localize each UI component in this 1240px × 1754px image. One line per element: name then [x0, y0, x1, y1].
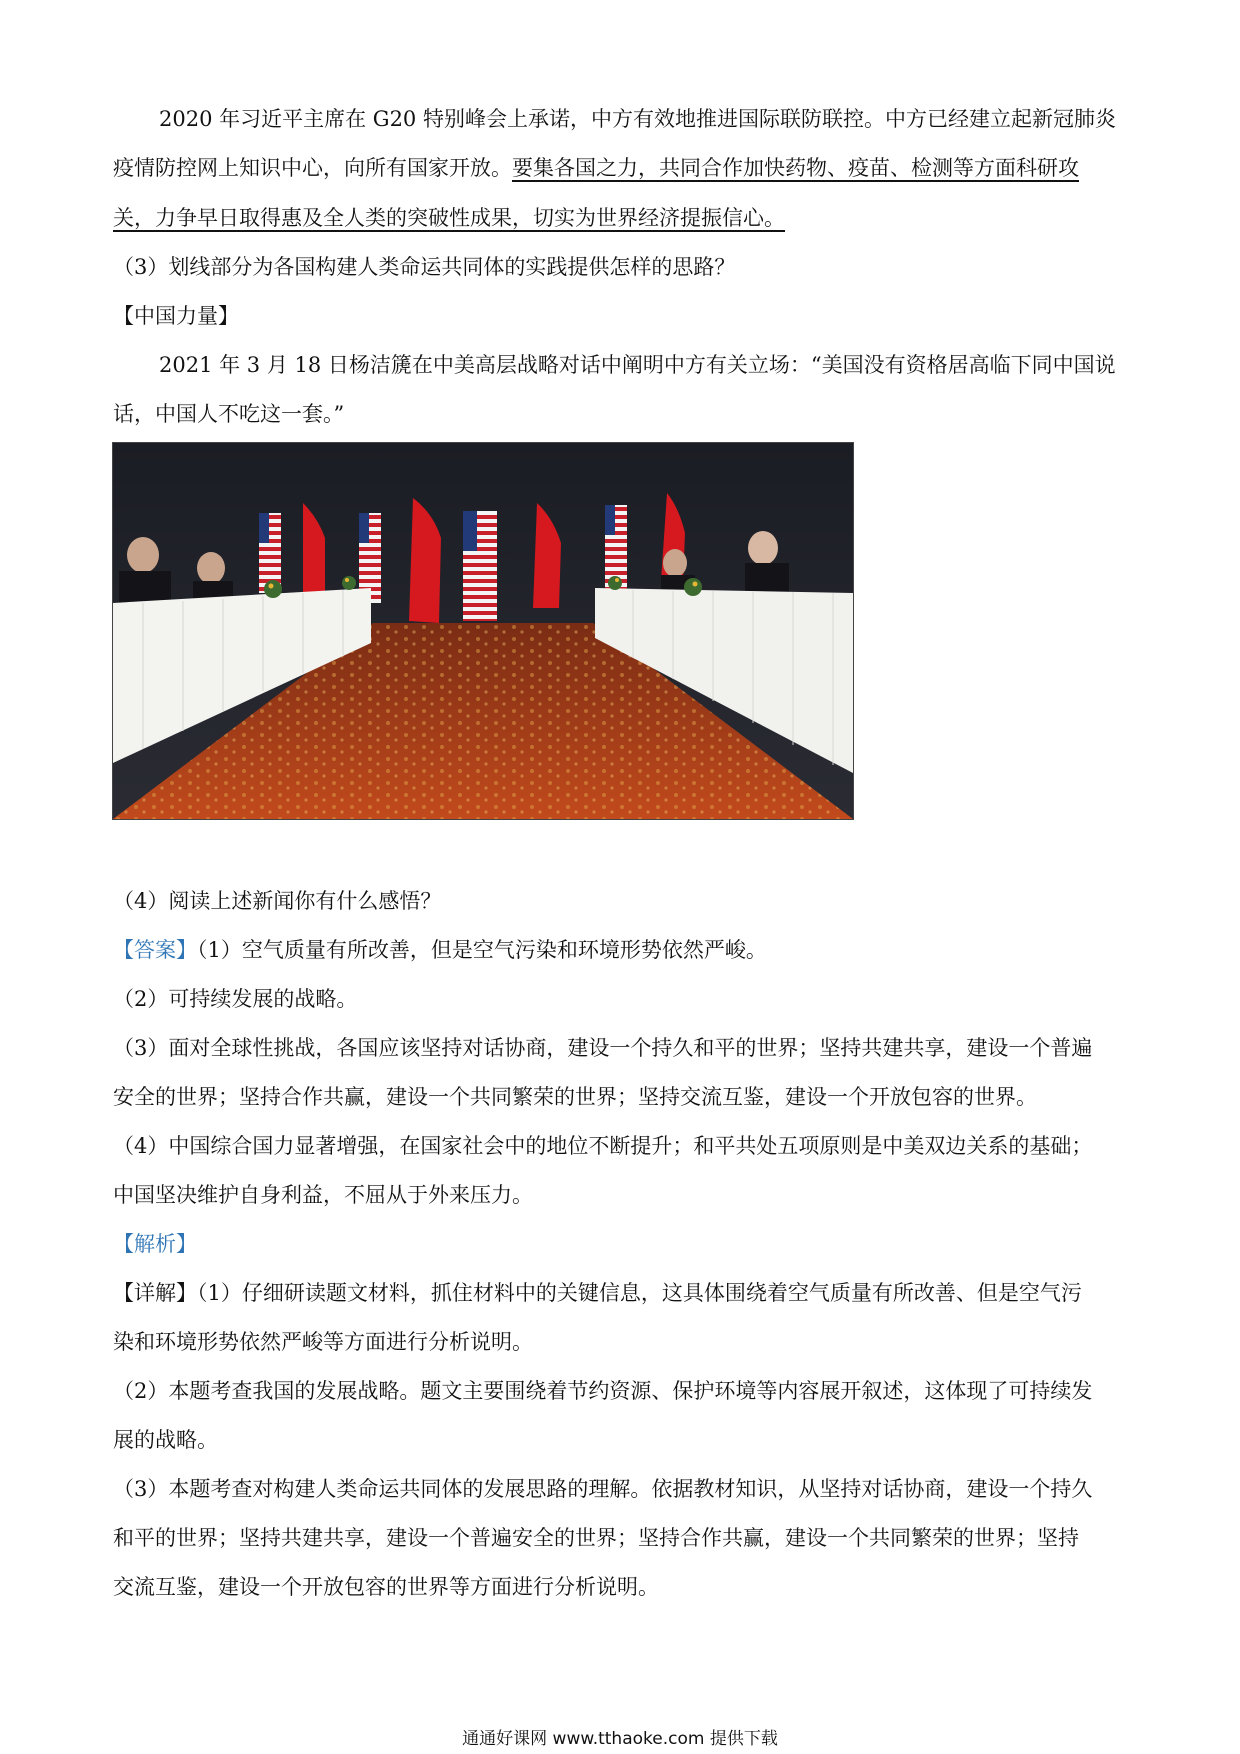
meeting-photo	[112, 442, 854, 820]
detail-line-3c: 交流互鉴，建设一个开放包容的世界等方面进行分析说明。	[113, 1575, 659, 1599]
paragraph-line	[113, 153, 1133, 183]
answer-label: 【答案】	[113, 938, 197, 962]
answer-text: （1）空气质量有所改善，但是空气污染和环境形势依然严峻。	[197, 938, 767, 962]
page-footer: 通通好课网 www.tthaoke.com 提供下载	[462, 1729, 778, 1749]
paragraph-line: 2021 年 3 月 18 日杨洁篪在中美高层战略对话中阐明中方有关立场：“美国没有资格居高临下同中国说	[159, 353, 1116, 377]
underlined-text: 关，力争早日取得惠及全人类的突破性成果，切实为世界经济提振信心。	[113, 206, 785, 230]
detail-line-3b: 和平的世界；坚持共建共享，建设一个普遍安全的世界；坚持合作共赢，建设一个共同繁荣的世界；坚持	[113, 1526, 1079, 1550]
answer-line-4a: （4）中国综合国力显著增强，在国家社会中的地位不断提升；和平共处五项原则是中美双边关系的基础；	[113, 1134, 1093, 1158]
answer-line-4b: 中国坚决维护自身利益，不屈从于外来压力。	[113, 1183, 533, 1207]
answer-line-3a: （3）面对全球性挑战，各国应该坚持对话协商，建设一个持久和平的世界；坚持共建共享，建设一个普遍	[113, 1036, 1093, 1060]
paragraph-line	[113, 203, 1133, 233]
paragraph-line: 话，中国人不吃这一套。”	[113, 402, 345, 426]
answer-line-3b: 安全的世界；坚持合作共赢，建设一个共同繁荣的世界；坚持交流互鉴，建设一个开放包容的世界。	[113, 1085, 1037, 1109]
detail-line-2a: （2）本题考查我国的发展战略。题文主要围绕着节约资源、保护环境等内容展开叙述，这体现了可持续发	[113, 1379, 1093, 1403]
detail-text: （1）仔细研读题文材料，抓住材料中的关键信息，这具体围绕着空气质量有所改善、但是空气污	[197, 1281, 1082, 1305]
detail-line-2b: 展的战略。	[113, 1428, 218, 1452]
question-4: （4）阅读上述新闻你有什么感悟？	[113, 889, 442, 913]
answer-line-1	[113, 935, 1133, 965]
section-heading: 【中国力量】	[113, 304, 239, 328]
analysis-label: 【解析】	[113, 1232, 197, 1256]
question-3: （3）划线部分为各国构建人类命运共同体的实践提供怎样的思路？	[113, 255, 736, 279]
detail-line-1a	[113, 1278, 1133, 1308]
detail-line-3a: （3）本题考查对构建人类命运共同体的发展思路的理解。依据教材知识，从坚持对话协商，建设一个持久	[113, 1477, 1093, 1501]
underlined-text: 要集各国之力，共同合作加快药物、疫苗、检测等方面科研攻	[512, 156, 1079, 180]
answer-line-2: （2）可持续发展的战略。	[113, 987, 358, 1011]
paragraph-text: 疫情防控网上知识中心，向所有国家开放。	[113, 156, 512, 180]
paragraph-line: 2020 年习近平主席在 G20 特别峰会上承诺，中方有效地推进国际联防联控。中方已经建立起新冠肺炎	[159, 107, 1116, 131]
detail-line-1b: 染和环境形势依然严峻等方面进行分析说明。	[113, 1330, 533, 1354]
detail-label: 【详解】	[113, 1281, 197, 1305]
